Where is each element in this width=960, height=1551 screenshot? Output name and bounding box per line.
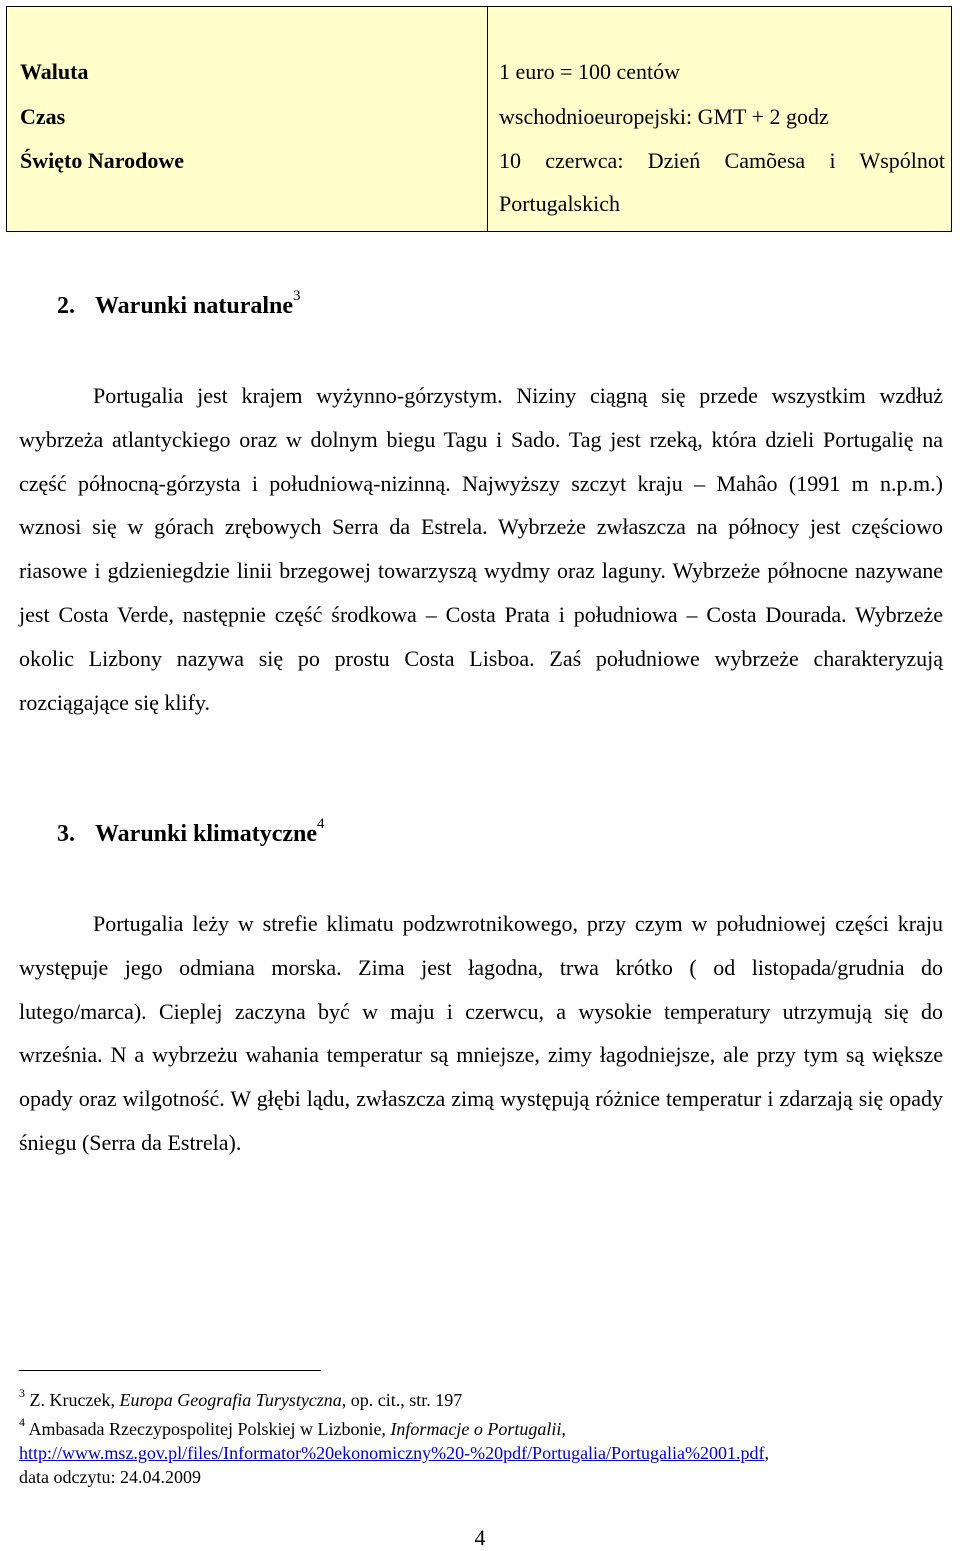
section-title: Warunki klimatyczne xyxy=(95,821,318,847)
holiday-line-2: Portugalskich xyxy=(499,191,620,216)
table-label-time: Czas xyxy=(20,104,66,129)
section-title: Warunki naturalne xyxy=(95,293,294,319)
section-heading-climate xyxy=(57,816,325,848)
footnote-3: $^3$ Z. Kruczek, Europa Geografia Turystyczna, op. cit., str. 197 xyxy=(19,1386,463,1410)
table-value-time: wschodnioeuropejski: GMT + 2 godz xyxy=(499,104,829,129)
section-number: 2. xyxy=(57,293,75,319)
footnote-book-title: Europa Geografia Turystyczna xyxy=(119,1390,342,1410)
paragraph-text: Portugalia leży w strefie klimatu podzwrotnikowego, przy czym w południowej części kraju występuje jego odmiana morska. Zima jest łagodna, trwa krótko ( od listopada/grudnia do lutego/marca). Cieplej zaczyna być w maju i czerwcu, a wysokie temperatury utrzymują się do września. N a wybrzeżu wahania temperatur są mniejsze, zimy łagodniejsze, ale przy tym są większe opady oraz wilgotność. W głębi lądu, zwłaszcza zimą występują różnice temperatur i zdarzają się opady śniegu (Serra da Estrela). xyxy=(19,911,943,1155)
table-value-currency: 1 euro = 100 centów xyxy=(499,59,681,84)
table-label-national-holiday: Święto Narodowe xyxy=(20,148,184,173)
paragraph-text: Portugalia jest krajem wyżynno-górzystym. Niziny ciągną się przede wszystkim wzdłuż wybrzeża atlantyckiego oraz w dolnym biegu Tagu i Sado. Tag jest rzeką, która dzieli Portugalię na część północną-górzysta i południową-nizinną. Najwyższy szczyt kraju – Mahâo (1991 m n.p.m.) wznosi się w górach zrębowych Serra da Estrela. Wybrzeże zwłaszcza na północy jest częściowo riasowe i gdzieniegdzie linii brzegowej towarzyszą wydmy oraz laguny. Wybrzeże północne nazywane jest Costa Verde, następnie część środkowa – Costa Prata i południowa – Costa Dourada. Wybrzeże okolic Lizbony nazywa się po prostu Costa Lisboa. Zaś południowe wybrzeże charakteryzują rozciągające się klify. xyxy=(19,383,943,715)
table-column-divider xyxy=(487,7,488,231)
footnote-4: $^4$ Ambasada Rzeczypospolitej Polskiej w Lizbonie, Informacje o Portugalii, xyxy=(19,1415,566,1439)
footnote-4-access-date: data odczytu: 24.04.2009 xyxy=(19,1467,201,1487)
footnote-source-title: Informacje o Portugalii xyxy=(390,1419,562,1439)
footnote-4-link-line: http://www.msz.gov.pl/files/Informator%20ekonomiczny%20-%20pdf/Portugalia/Portugalia%2001.pdf, xyxy=(19,1443,770,1463)
holiday-line-1: 10 czerwca: Dzień Camõesa i Wspólnot xyxy=(499,148,945,173)
paragraph-natural-conditions xyxy=(19,374,943,724)
section-heading-natural-conditions xyxy=(57,288,301,320)
footnote-ref-4: 4 xyxy=(317,816,325,832)
table-value-national-holiday xyxy=(499,148,945,217)
section-number: 3. xyxy=(57,821,75,847)
info-table xyxy=(6,6,952,232)
footnote-separator xyxy=(19,1370,321,1371)
paragraph-climate xyxy=(19,902,943,1165)
footnote-link[interactable]: http://www.msz.gov.pl/files/Informator%20ekonomiczny%20-%20pdf/Portugalia/Portugalia%2001.pdf xyxy=(19,1443,765,1463)
table-label-currency: Waluta xyxy=(20,59,89,84)
page-number: 4 xyxy=(474,1525,486,1550)
footnotes xyxy=(19,1383,943,1489)
footnote-ref-3: 3 xyxy=(293,288,301,304)
